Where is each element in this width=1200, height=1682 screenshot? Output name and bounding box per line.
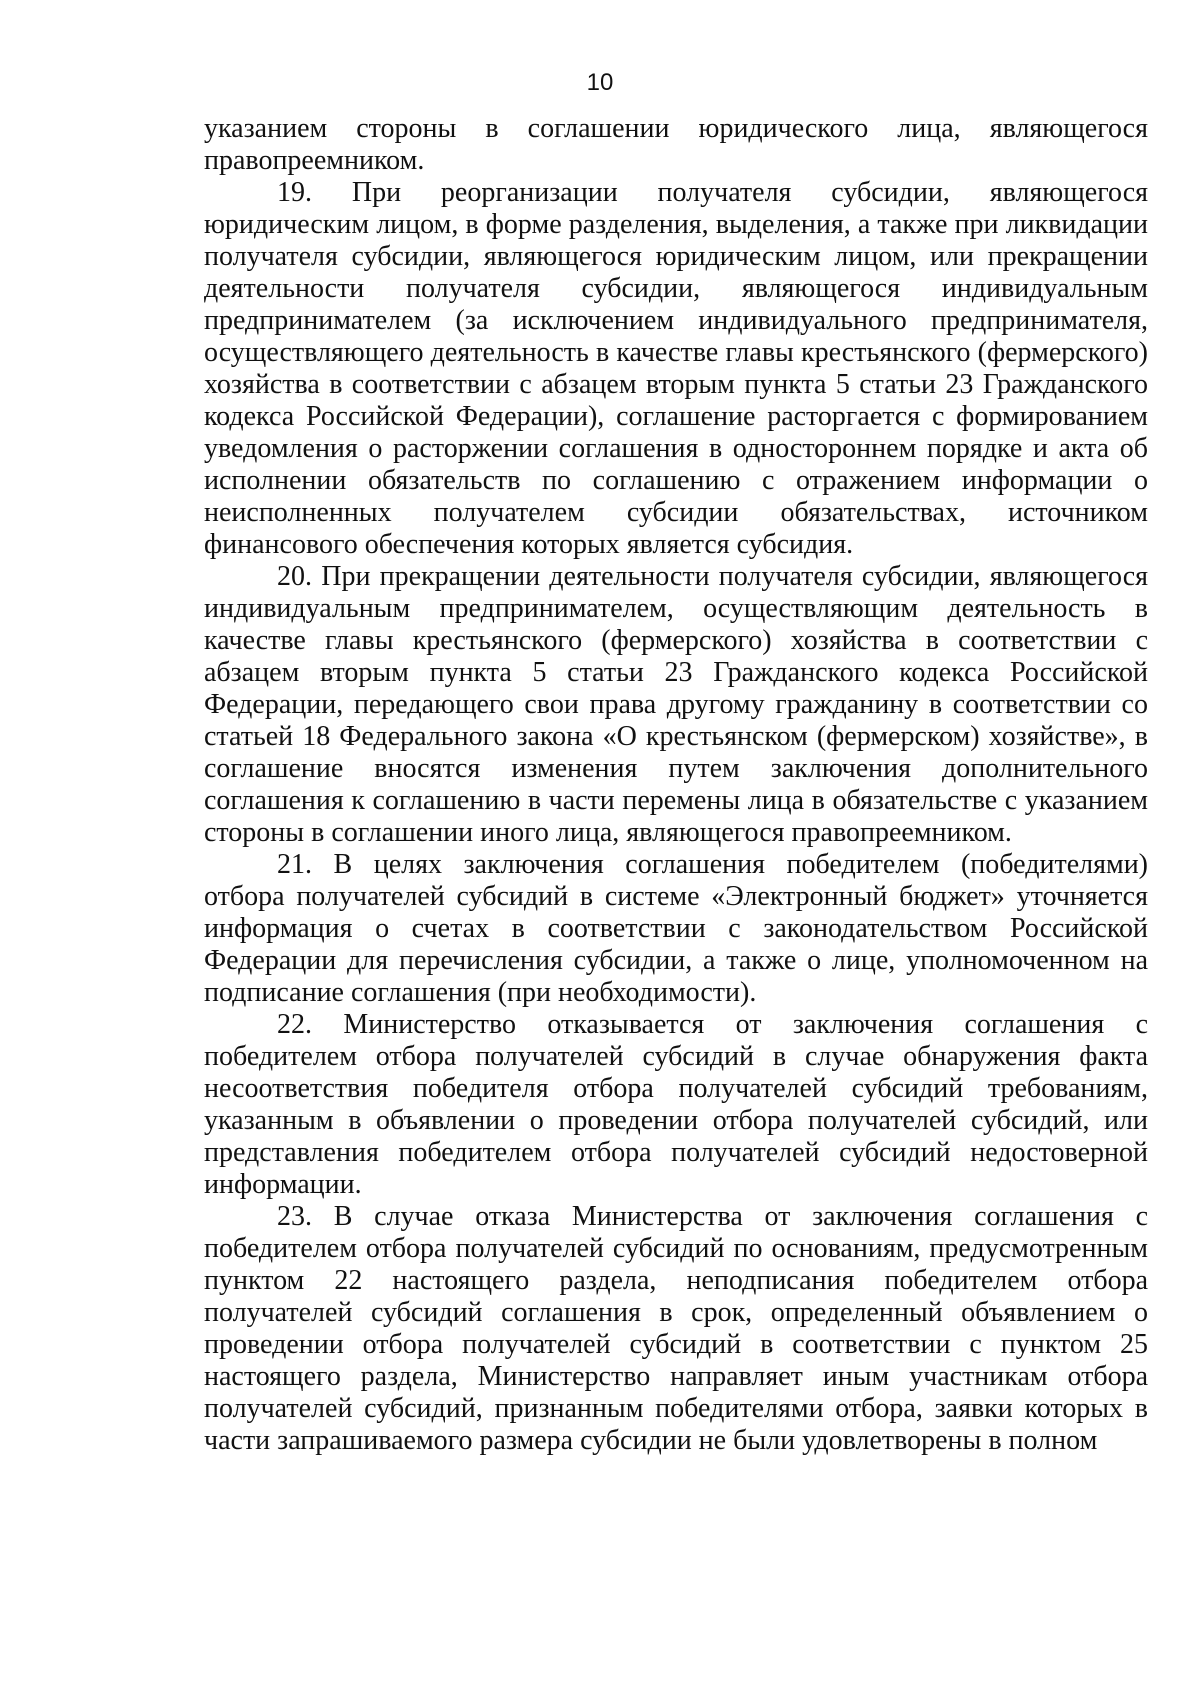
paragraph-20: 20. При прекращении деятельности получателя субсидии, являющегося индивидуальным предпринимателем, осуществляющим деятельность в качестве главы крестьянского (фермерского) хозяйства в соответствии с абзацем вторым пункта 5 статьи 23 Гражданского кодекса Российской Федерации, передающего свои права другому гражданину в соответствии со статьей 18 Федерального закона «О крестьянском (фермерском) хозяйстве», в соглашение вносятся изменения путем заключения дополнительного соглашения к соглашению в части перемены лица в обязательстве с указанием стороны в соглашении иного лица, являющегося правопреемником. (204, 561, 1148, 848)
paragraph-22: 22. Министерство отказывается от заключения соглашения с победителем отбора получателей субсидий в случае обнаружения факта несоответствия победителя отбора получателей субсидий требованиям, указанным в объявлении о проведении отбора получателей субсидий, или представления победителем отбора получателей субсидий недостоверной информации. (204, 1009, 1148, 1200)
paragraph-21: 21. В целях заключения соглашения победителем (победителями) отбора получателей субсидий в системе «Электронный бюджет» уточняется информация о счетах в соответствии с законодательством Российской Федерации для перечисления субсидии, а также о лице, уполномоченном на подписание соглашения (при необходимости). (204, 849, 1148, 1008)
paragraph-19: 19. При реорганизации получателя субсидии, являющегося юридическим лицом, в форме разделения, выделения, а также при ликвидации получателя субсидии, являющегося юридическим лицом, или прекращении деятельности получателя субсидии, являющегося индивидуальным предпринимателем (за исключением индивидуального предпринимателя, осуществляющего деятельность в качестве главы крестьянского (фермерского) хозяйства в соответствии с абзацем вторым пункта 5 статьи 23 Гражданского кодекса Российской Федерации), соглашение расторгается с формированием уведомления о расторжении соглашения в одностороннем порядке и акта об исполнении обязательств по соглашению с отражением информации о неисполненных получателем субсидии обязательствах, источником финансового обеспечения которых является субсидия. (204, 177, 1148, 560)
page-number: 10 (586, 69, 614, 96)
document-body (204, 113, 1148, 1457)
paragraph-23: 23. В случае отказа Министерства от заключения соглашения с победителем отбора получателей субсидий по основаниям, предусмотренным пунктом 22 настоящего раздела, неподписания победителем отбора получателей субсидий соглашения в срок, определенный объявлением о проведении отбора получателей субсидий в соответствии с пунктом 25 настоящего раздела, Министерство направляет иным участникам отбора получателей субсидий, признанным победителями отбора, заявки которых в части запрашиваемого размера субсидии не были удовлетворены в полном (204, 1201, 1148, 1456)
paragraph-continuation: указанием стороны в соглашении юридического лица, являющегося правопреемником. (204, 113, 1148, 176)
